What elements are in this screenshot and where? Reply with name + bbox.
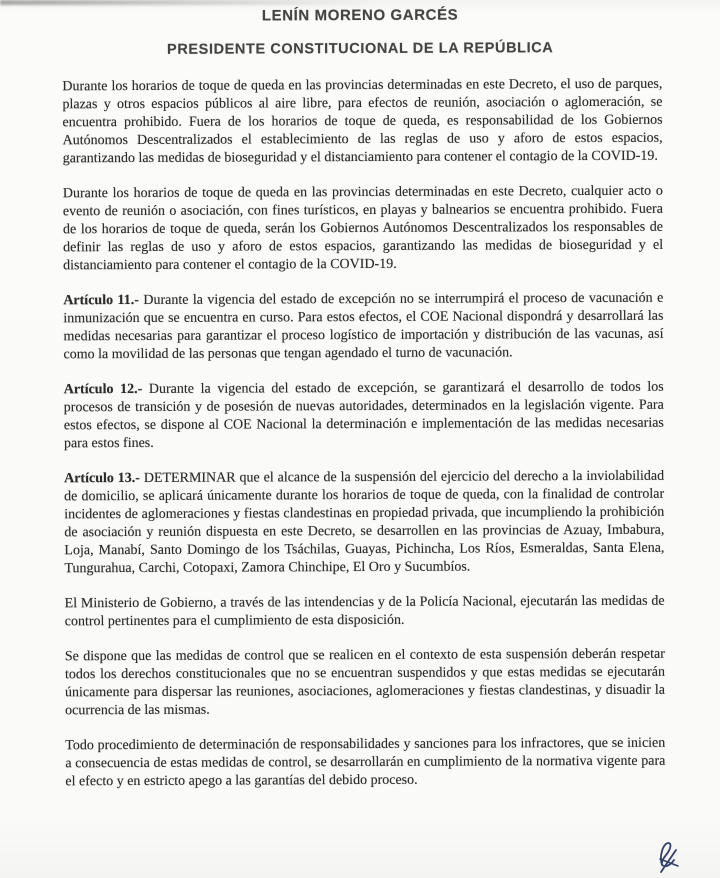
article-11-lead: Artículo 11.- — [63, 292, 139, 309]
paragraph-text: Durante los horarios de toque de queda en las provincias determinadas en este Decreto, el uso de parques, plazas y otros espacios públicos al aire libre, para efectos de reunión, asociación o aglomeración, se encuentra prohibido. Fuera de los horarios de toque de queda, es responsabilidad de los Gobiernos Autónomos Descentralizados el establecimiento de las reglas de uso y aforo de estos espacios, garantizando las medidas de bioseguridad y el distanciamiento para contener el contagio de la COVID-19. — [62, 76, 663, 167]
paragraph-text: Se dispone que las medidas de control que se realicen en el contexto de esta suspensión deberán respetar todos los derechos constitucionales que no se encuentran suspendidos y que estas medidas se ejecutarán únicamente para dispersar las reuniones, asociaciones, aglomeraciones y fiestas clandestinas, y disuadir la ocurrencia de las mismas. — [64, 646, 666, 719]
paragraph-text: DETERMINAR que el alcance de la suspensión del ejercicio del derecho a la inviolabilidad de domicilio, se aplicará únicamente durante los horarios de toque de queda, con la finalidad de controlar incidentes de aglomeraciones y fiestas clandestinas en propiedad privada, que incumpliendo la prohibición de asociación y reunión dispuesta en este Decreto, se desarrollen en las provincias de Azuay, Imbabura, Loja, Manabí, Santo Domingo de los Tsáchilas, Guayas, Pichincha, Los Ríos, Esmeraldas, Santa Elena, Tungurahua, Carchi, Cotopaxi, Zamora Chinchipe, El Oro y Sucumbíos. — [64, 468, 665, 577]
paragraph-articulo-11 — [63, 290, 663, 365]
document-header — [0, 0, 720, 60]
paragraph-text: El Ministerio de Gobierno, a través de las intendencias y de la Policía Nacional, ejecutarán las medidas de control pertinentes para el cumplimiento de esta disposición. — [64, 593, 665, 630]
document-body — [0, 75, 720, 791]
author-name: LENÍN MORENO GARCÉS — [261, 6, 459, 25]
paragraph-text: Durante la vigencia del estado de excepción, se garantizará el desarrollo de todos los procesos de transición y de posesión de nuevas autoridades, determinados en la legislación vigente. Para estos efectos, se dispone al COE Nacional la determinación e implementación de las medidas necesarias para estos fines. — [63, 379, 664, 452]
paragraph-curfew-public-spaces — [62, 76, 662, 169]
paragraph-medidas-control — [65, 646, 665, 721]
handwritten-paraph-icon — [652, 838, 686, 876]
paragraph-ministerio-gobierno — [65, 593, 665, 632]
article-13-lead: Artículo 13.- — [64, 470, 140, 487]
paragraph-articulo-13 — [64, 468, 664, 579]
author-title: PRESIDENTE CONSTITUCIONAL DE LA REPÚBLICA — [167, 40, 554, 58]
paragraph-text: Durante la vigencia del estado de excepción no se interrumpirá el proceso de vacunación e inmunización que se encuentra en curso. Para estos efectos, el COE Nacional dispondrá y desarrollará las medidas necesarias para garantizar el proceso logístico de importación y distribución de las vacunas, así como la movilidad de las personas que tengan agendado el turno de vacunación. — [63, 290, 664, 363]
paragraph-articulo-12 — [64, 379, 664, 454]
paragraph-debido-proceso — [65, 735, 665, 792]
paragraph-curfew-beaches — [63, 183, 663, 276]
paragraph-text: Durante los horarios de toque de queda en las provincias determinadas en este Decreto, cualquier acto o evento de reunión o asociación, con fines turísticos, en playas y balnearios se encuentra prohibido. Fuera de los horarios de toque de queda, serán los Gobiernos Autónomos Descentralizados los responsables de definir las reglas de uso y aforo de estos espacios, garantizando las medidas de bioseguridad y el distanciamiento para contener el contagio de la COVID-19. — [62, 183, 664, 274]
article-12-lead: Artículo 12.- — [63, 381, 143, 398]
paragraph-text: Todo procedimiento de determinación de responsabilidades y sanciones para los infractores, que se inicien a consecuencia de estas medidas de control, se desarrollarán en cumplimiento de la normativa vigente para el efecto y en estricto apego a las garantías del debido proceso. — [65, 735, 666, 790]
